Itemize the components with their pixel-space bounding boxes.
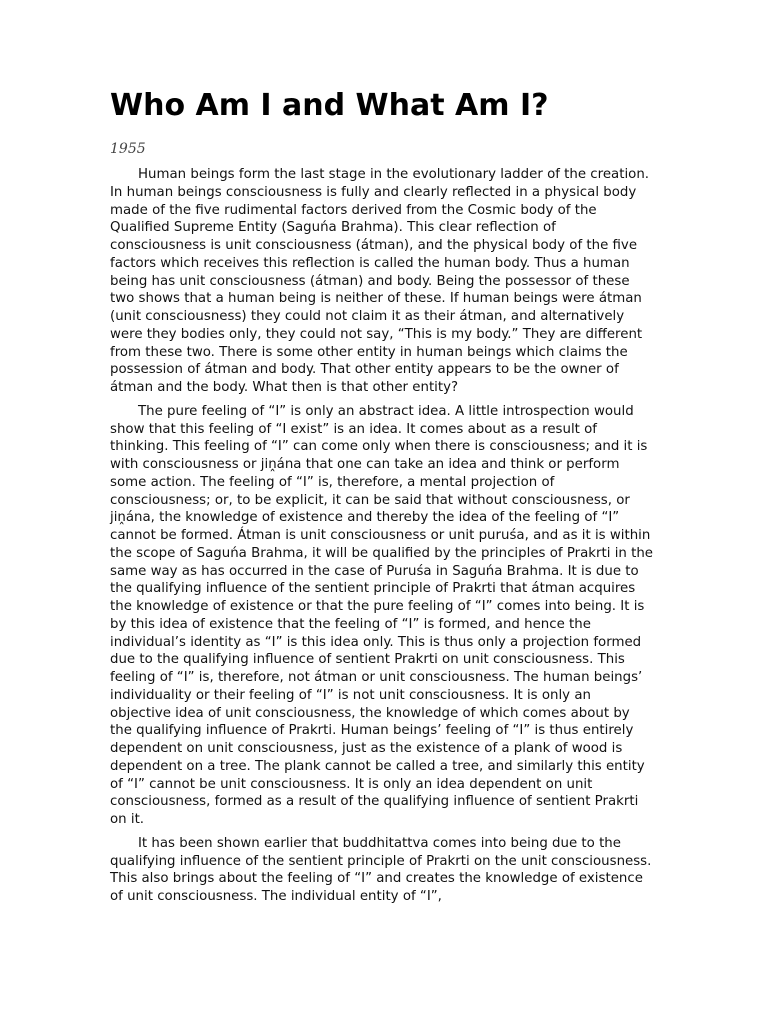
paragraph: Human beings form the last stage in the evolutionary ladder of the creation. In human beings consciousness is fully and clearly reflected in a physical body made of the five rudimental factors derived from the Cosmic body of the Qualified Supreme Entity (Saguńa Brahma). This clear reflection of consciousness is unit consciousness (átman), and the physical body of the five factors which receives this reflection is called the human body. Thus a human being has unit consciousness (átman) and body. Being the possessor of these two shows that a human being is neither of these. If human beings were átman (unit consciousness) they could not claim it as their átman, and alternatively were they bodies only, they could not say, “This is my body.” They are different from these two. There is some other entity in human beings which claims the possession of átman and body. That other entity appears to be the owner of átman and the body. What then is that other entity? [110, 167, 650, 395]
document-body [110, 166, 655, 906]
paragraph: The pure feeling of “I” is only an abstract idea. A little introspection would show that this feeling of “I exist” is an idea. It comes about as a result of thinking. This feeling of “I” can come only when there is consciousness; and it is with consciousness or jiṋána that one can take an idea and think or perform some action. The feeling of “I” is, therefore, a mental projection of consciousness; or, to be explicit, it can be said that without consciousness, or jiṋána, the knowledge of existence and thereby the idea of the feeling of “I” cannot be formed. Átman is unit consciousness or unit puruśa, and as it is within the scope of Saguńa Brahma, it will be qualified by the principles of Prakrti in the same way as has occurred in the case of Puruśa in Saguńa Brahma. It is due to the qualifying influence of the sentient principle of Prakrti that átman acquires the knowledge of existence or that the pure feeling of “I” comes into being. It is by this idea of existence that the feeling of “I” is formed, and hence the individual’s identity as “I” is this idea only. This is thus only a projection formed due to the qualifying influence of sentient Prakrti on unit consciousness. This feeling of “I” is, therefore, not átman or unit consciousness. The human beings’ individuality or their feeling of “I” is not unit consciousness. It is only an objective idea of unit consciousness, the knowledge of which comes about by the qualifying influence of Prakrti. Human beings’ feeling of “I” is thus entirely dependent on unit consciousness, just as the existence of a plank of wood is dependent on a tree. The plank cannot be called a tree, and similarly this entity of “I” cannot be unit consciousness. It is only an idea dependent on unit consciousness, formed as a result of the qualifying influence of sentient Prakrti on it. [110, 403, 653, 827]
paragraph: It has been shown earlier that buddhitattva comes into being due to the qualifying influence of the sentient principle of Prakrti on the unit consciousness. This also brings about the feeling of “I” and creates the knowledge of existence of unit consciousness. The individual entity of “I”, [110, 835, 652, 904]
document-page [110, 88, 655, 912]
document-date: 1955 [110, 141, 146, 157]
document-title: Who Am I and What Am I? [110, 88, 549, 123]
